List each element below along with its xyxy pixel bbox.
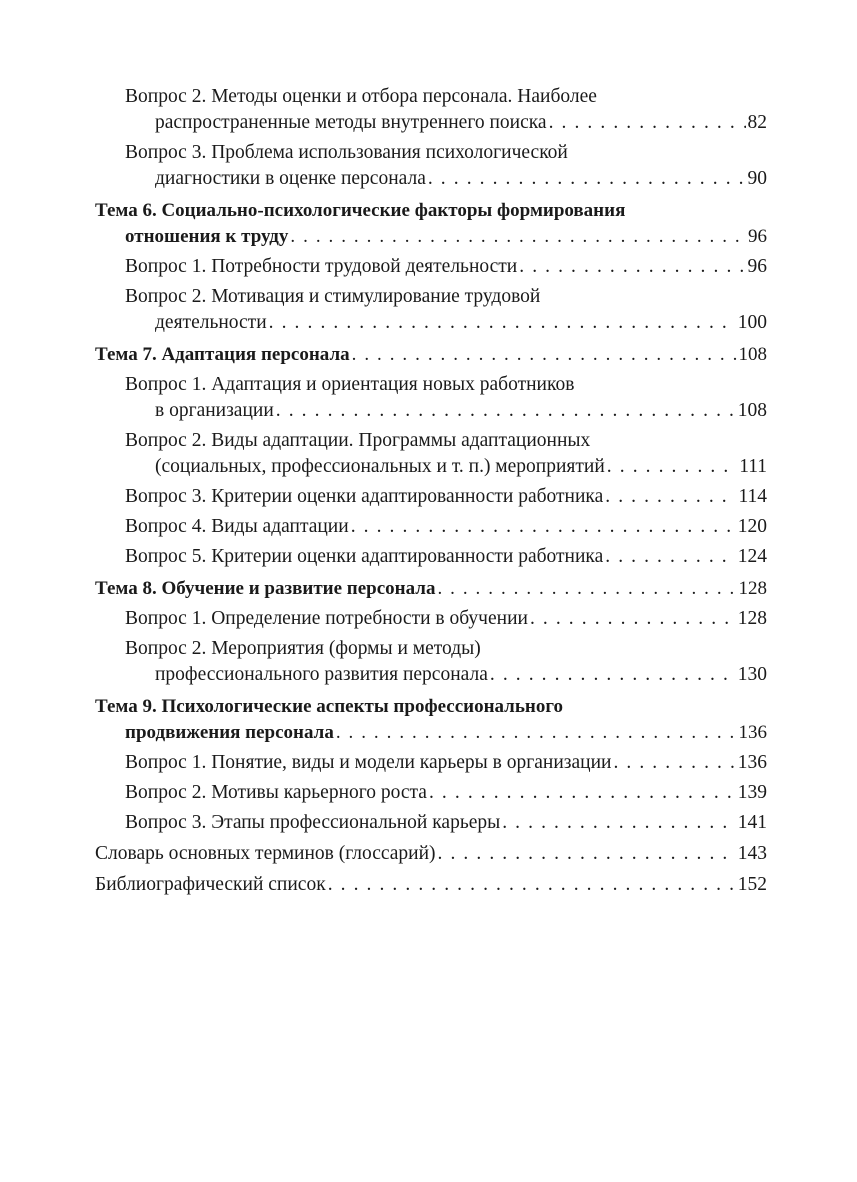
toc-page-number: 139: [737, 782, 767, 803]
toc-entry-line: [95, 576, 767, 602]
toc-question-entry: [95, 84, 767, 136]
toc-entry-text: Тема 8. Обучение и развитие персонала: [95, 578, 436, 599]
toc-entry-text: Вопрос 2. Мероприятия (формы и методы): [125, 638, 481, 659]
toc-entry-text: Вопрос 1. Адаптация и ориентация новых работников: [125, 374, 575, 395]
toc-entry: [95, 841, 767, 867]
dot-leader: [490, 662, 736, 688]
toc-entry-line: [125, 514, 767, 540]
toc-entry-line: [125, 372, 767, 398]
toc-entry-line: [95, 872, 767, 898]
dot-leader: [605, 544, 736, 570]
dot-leader: [519, 254, 745, 280]
toc-entry-text: Библиографический список: [95, 874, 326, 895]
toc-question-entry: [95, 606, 767, 632]
toc-question-entry: [95, 428, 767, 480]
toc-entry-text: деятельности: [155, 312, 267, 333]
toc-entry-line: [125, 662, 767, 688]
toc-theme-entry: [95, 576, 767, 602]
toc-entry-text: Вопрос 3. Этапы профессиональной карьеры: [125, 812, 501, 833]
toc-entry-text: Вопрос 5. Критерии оценки адаптированности работника: [125, 546, 604, 567]
toc-page-number: 111: [739, 456, 767, 477]
dot-leader: [613, 750, 735, 776]
toc-entry-line: [125, 284, 767, 310]
toc-entry-text: Тема 6. Социально-психологические факторы формирования: [95, 200, 626, 221]
toc-page-number: 130: [737, 664, 767, 685]
dot-leader: [351, 514, 736, 540]
dot-leader: [269, 310, 736, 336]
dot-leader: [276, 398, 736, 424]
toc-entry-text: Вопрос 4. Виды адаптации: [125, 516, 349, 537]
dot-leader: [502, 810, 736, 836]
toc-entry-text: Вопрос 2. Мотивация и стимулирование трудовой: [125, 286, 541, 307]
toc-question-entry: [95, 254, 767, 280]
toc-entry-line: [125, 84, 767, 110]
toc-entry-line: [125, 166, 767, 192]
toc-page-number: 114: [738, 486, 767, 507]
toc-page-number: 90: [747, 168, 767, 189]
toc-entry-line: [125, 810, 767, 836]
toc-entry-line: [95, 342, 767, 368]
toc-entry-line: [125, 750, 767, 776]
toc-entry-text: Вопрос 2. Мотивы карьерного роста: [125, 782, 427, 803]
toc-question-entry: [95, 484, 767, 510]
toc-entry-line: [125, 606, 767, 632]
toc-question-entry: [95, 780, 767, 806]
toc-question-entry: [95, 750, 767, 776]
toc-question-entry: [95, 284, 767, 336]
toc-entry: [95, 872, 767, 898]
toc-question-entry: [95, 514, 767, 540]
toc-entry-text: Вопрос 1. Понятие, виды и модели карьеры в организации: [125, 752, 612, 773]
toc-theme-entry: [95, 198, 767, 250]
toc-entry-line: [125, 310, 767, 336]
dot-leader: [328, 872, 736, 898]
toc-entry-text: Вопрос 1. Определение потребности в обучении: [125, 608, 528, 629]
toc-entry-line: [125, 140, 767, 166]
toc-entry-text: Вопрос 3. Проблема использования психологической: [125, 142, 568, 163]
toc-entry-line: [125, 544, 767, 570]
toc-entry-text: Тема 9. Психологические аспекты профессионального: [95, 696, 563, 717]
dot-leader: [605, 484, 736, 510]
dot-leader: [429, 780, 736, 806]
toc-entry-line: [95, 694, 767, 720]
toc-question-entry: [95, 544, 767, 570]
toc-page-number: 141: [737, 812, 767, 833]
toc-entry-line: [95, 841, 767, 867]
toc-entry-text: Вопрос 3. Критерии оценки адаптированности работника: [125, 486, 604, 507]
toc-page-number: 100: [737, 312, 767, 333]
toc-entry-line: [125, 636, 767, 662]
toc-page-number: 108: [737, 400, 767, 421]
toc-page-number: 128: [737, 608, 767, 629]
toc-theme-entry: [95, 342, 767, 368]
toc-entry-text: Вопрос 1. Потребности трудовой деятельности: [125, 256, 518, 277]
toc-entry-line: [125, 428, 767, 454]
toc-entry-text: в организации: [155, 400, 274, 421]
toc-entry-text: распространенные методы внутреннего поиска: [155, 112, 547, 133]
dot-leader: [607, 454, 737, 480]
toc-entry-text: продвижения персонала: [125, 722, 334, 743]
toc-entry-text: диагностики в оценке персонала: [155, 168, 426, 189]
toc-entry-line: [125, 398, 767, 424]
dot-leader: [290, 224, 746, 250]
toc-entry-line: [125, 254, 767, 280]
toc-page-number: 143: [737, 843, 767, 864]
toc-question-entry: [95, 372, 767, 424]
toc-entry-text: (социальных, профессиональных и т. п.) мероприятий: [155, 456, 605, 477]
dot-leader: [530, 606, 736, 632]
toc-entry-line: [95, 198, 767, 224]
toc-entry-line: [125, 454, 767, 480]
toc-entry-text: профессионального развития персонала: [155, 664, 488, 685]
dot-leader: [438, 841, 736, 867]
dot-leader: [549, 110, 746, 136]
dot-leader: [336, 720, 737, 746]
toc-page-number: 136: [737, 752, 767, 773]
dot-leader: [437, 576, 736, 602]
toc-entry-text: Словарь основных терминов (глоссарий): [95, 843, 436, 864]
toc-page-number: 152: [737, 874, 767, 895]
dot-leader: [352, 342, 737, 368]
toc-question-entry: [95, 810, 767, 836]
toc-theme-entry: [95, 694, 767, 746]
toc-entry-text: отношения к труду: [125, 226, 289, 247]
toc-entry-text: Вопрос 2. Методы оценки и отбора персонала. Наиболее: [125, 86, 597, 107]
toc-page-number: 120: [737, 516, 767, 537]
toc-question-entry: [95, 636, 767, 688]
toc-entry-line: [95, 224, 767, 250]
toc-page-number: 136: [738, 722, 767, 743]
toc-page-number: 82: [747, 112, 767, 133]
toc-entry-text: Вопрос 2. Виды адаптации. Программы адаптационных: [125, 430, 591, 451]
toc-entry-line: [125, 780, 767, 806]
toc-entry-line: [125, 484, 767, 510]
toc-entry-text: Тема 7. Адаптация персонала: [95, 344, 350, 365]
toc-page-number: 124: [737, 546, 767, 567]
toc-page-number: 108: [738, 344, 767, 365]
toc-entry-line: [95, 720, 767, 746]
toc-entry-line: [125, 110, 767, 136]
toc-page-number: 96: [748, 226, 767, 247]
toc-page-number: 96: [747, 256, 767, 277]
toc-page-number: 128: [738, 578, 767, 599]
toc-question-entry: [95, 140, 767, 192]
table-of-contents: [95, 84, 767, 902]
dot-leader: [428, 166, 746, 192]
